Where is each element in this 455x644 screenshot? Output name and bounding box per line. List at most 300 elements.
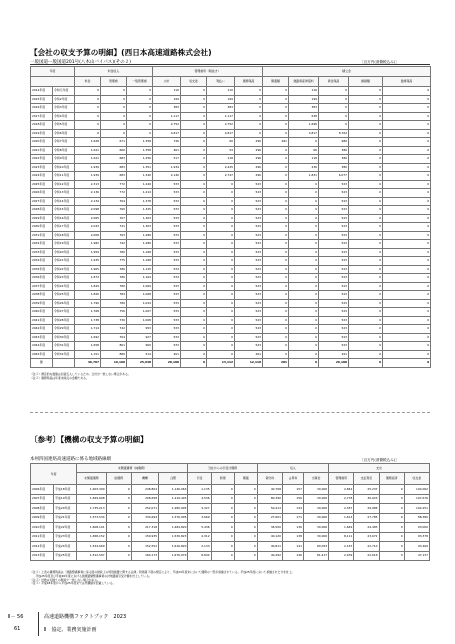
table-row xyxy=(31,523,430,533)
value-cell: 0 xyxy=(289,333,319,342)
t2-header-year: 年度 xyxy=(31,464,77,485)
era-year-cell: 令和23年度 xyxy=(53,274,75,283)
value-cell: 25,237 xyxy=(354,485,379,495)
value-cell: 1,628 xyxy=(75,138,101,147)
table-row xyxy=(31,104,431,113)
value-cell: 252,071 xyxy=(131,504,158,514)
year-cell: 2017年度 xyxy=(31,112,53,121)
value-cell: 0 xyxy=(319,112,349,121)
value-cell: 2,778 xyxy=(329,494,354,504)
era-year-cell: 令和20年度 xyxy=(53,248,75,257)
value-cell: 638 xyxy=(289,112,319,121)
value-cell: 1,959 xyxy=(75,248,101,257)
value-cell: 22,016 xyxy=(354,551,379,561)
page-number: 61 xyxy=(14,626,21,632)
value-cell: 261 xyxy=(153,350,181,359)
value-cell: 533 xyxy=(153,257,181,266)
year-cell: 2028年度 xyxy=(31,206,53,215)
t2-header-g4: 支出 xyxy=(329,464,430,473)
total-value-cell: 46,707 xyxy=(75,359,101,368)
table-row xyxy=(31,248,431,257)
value-cell: 0 xyxy=(349,248,383,257)
value-cell: 0 xyxy=(349,206,383,215)
value-cell: 533 xyxy=(153,325,181,334)
table-row xyxy=(31,265,431,274)
t2-header-g2: 当社からの引受け債務 xyxy=(188,464,257,473)
t2-header-c8: 償還 xyxy=(234,473,257,485)
value-cell: 0 xyxy=(207,282,235,291)
value-cell: 0 xyxy=(75,95,101,104)
value-cell: 0 xyxy=(349,299,383,308)
year-cell: 2006年度 xyxy=(31,485,54,495)
value-cell: 0 xyxy=(383,206,431,215)
value-cell: 1,125 xyxy=(127,265,153,274)
value-cell: 523 xyxy=(235,248,263,257)
value-cell: 764 xyxy=(101,197,127,206)
value-cell: 0 xyxy=(207,257,235,266)
value-cell: 0 xyxy=(383,172,431,181)
value-cell: 0 xyxy=(383,180,431,189)
value-cell: 0 xyxy=(349,95,383,104)
year-cell: 2037年度 xyxy=(31,282,53,291)
value-cell: 0 xyxy=(289,231,319,240)
value-cell: 1,024 xyxy=(127,299,153,308)
value-cell: 523 xyxy=(235,197,263,206)
value-cell: 1,117 xyxy=(207,112,235,121)
value-cell: 523 xyxy=(235,342,263,351)
total-value-cell: 26,180 xyxy=(319,359,349,368)
table-row xyxy=(31,333,431,342)
value-cell: 0 xyxy=(235,129,263,138)
table-row xyxy=(31,197,431,206)
value-cell: 1,982 xyxy=(75,240,101,249)
value-cell: 533 xyxy=(153,308,181,317)
value-cell: 523 xyxy=(319,316,349,325)
value-cell: 0 xyxy=(289,308,319,317)
value-cell: 1,831 xyxy=(289,172,319,181)
value-cell: 1,934 xyxy=(153,163,181,172)
era-year-cell: 平成20年度 xyxy=(54,504,77,514)
value-cell: 1,378 xyxy=(127,197,153,206)
value-cell: 248,804 xyxy=(131,485,158,495)
value-cell: 0 xyxy=(289,240,319,249)
era-year-cell: 平成24年度 xyxy=(54,542,77,552)
t1-header-year: 年度 xyxy=(31,67,75,77)
value-cell: 0 xyxy=(207,342,235,351)
value-cell: 0 xyxy=(383,299,431,308)
value-cell: 110 xyxy=(153,87,181,96)
total-value-cell: 0 xyxy=(383,359,431,368)
era-year-cell: 令和10年度 xyxy=(53,163,75,172)
value-cell: 0 xyxy=(207,299,235,308)
value-cell: 47,137 xyxy=(404,551,429,561)
value-cell: 152,552 xyxy=(131,542,158,552)
year-cell: 2034年度 xyxy=(31,257,53,266)
value-cell: 0 xyxy=(349,121,383,130)
value-cell: 0 xyxy=(181,180,207,189)
year-cell: 2026年度 xyxy=(31,189,53,198)
year-cell: 2045年度 xyxy=(31,350,53,359)
value-cell: 0 xyxy=(349,155,383,164)
value-cell: 0 xyxy=(383,189,431,198)
value-cell: 261 xyxy=(319,350,349,359)
table-row xyxy=(31,274,431,283)
year-cell: 2021年度 xyxy=(31,146,53,155)
value-cell: 0 xyxy=(234,504,257,514)
value-cell: 0 xyxy=(207,325,235,334)
year-cell: 2029年度 xyxy=(31,214,53,223)
value-cell: 0 xyxy=(263,87,289,96)
section1-title: 【会社の収支予算の明細】(西日本高速道路株式会社) xyxy=(30,48,212,57)
total-label: 計 xyxy=(31,359,53,368)
value-cell: 523 xyxy=(319,308,349,317)
value-cell: 0 xyxy=(349,282,383,291)
year-cell: 2013年度 xyxy=(31,551,54,561)
value-cell: 1,008 xyxy=(127,316,153,325)
value-cell: 1,512,507 xyxy=(77,551,106,561)
value-cell: 0 xyxy=(383,282,431,291)
value-cell: 780 xyxy=(101,274,127,283)
year-cell: 2024年度 xyxy=(31,172,53,181)
value-cell: 0 xyxy=(211,494,234,504)
value-cell: 1,358 xyxy=(127,146,153,155)
value-cell: 1,340 xyxy=(127,172,153,181)
era-year-cell: 令和28年度 xyxy=(53,316,75,325)
year-cell: 2022年度 xyxy=(31,155,53,164)
value-cell: 0 xyxy=(349,350,383,359)
table-row xyxy=(31,189,431,198)
value-cell: 4,817 xyxy=(289,129,319,138)
value-cell: 0 xyxy=(211,485,234,495)
value-cell: 0 xyxy=(349,265,383,274)
section1-unit: ［百万円(消費税込み)］ xyxy=(360,60,399,64)
table-row xyxy=(31,342,431,351)
value-cell: 0 xyxy=(349,87,383,96)
value-cell: 4,327 xyxy=(188,504,211,514)
value-cell: 0 xyxy=(181,325,207,334)
value-cell: 2,357 xyxy=(329,504,354,514)
era-year-cell: 令和2年度 xyxy=(53,95,75,104)
value-cell: 0 xyxy=(379,504,404,514)
era-year-cell: 令和30年度 xyxy=(53,333,75,342)
value-cell: 523 xyxy=(235,325,263,334)
value-cell: 1,351 xyxy=(127,163,153,172)
value-cell: 0 xyxy=(349,308,383,317)
era-year-cell: 令和11年度 xyxy=(53,172,75,181)
table-row xyxy=(31,299,431,308)
value-cell: 2,140 xyxy=(153,172,181,181)
value-cell: 523 xyxy=(235,316,263,325)
value-cell: 1,117 xyxy=(153,112,181,121)
year-cell: 2032年度 xyxy=(31,240,53,249)
value-cell: 93,469 xyxy=(404,542,429,552)
value-cell: 0 xyxy=(289,316,319,325)
value-cell: 1,735,213 xyxy=(77,504,106,514)
value-cell: 0 xyxy=(263,325,289,334)
value-cell: 0 xyxy=(349,342,383,351)
value-cell: 533 xyxy=(153,299,181,308)
value-cell: 0 xyxy=(263,299,289,308)
value-cell: 3,669 xyxy=(188,513,211,523)
value-cell: 146 xyxy=(282,551,303,561)
value-cell: 2,098 xyxy=(75,206,101,215)
value-cell: 0 xyxy=(181,146,207,155)
book-title: 高速道路機構ファクトブック 2023 xyxy=(44,614,127,620)
value-cell: 0 xyxy=(289,350,319,359)
era-year-cell: 令和9年度 xyxy=(53,155,75,164)
value-cell: 0 xyxy=(379,532,404,542)
value-cell: 0 xyxy=(207,214,235,223)
year-cell: 2038年度 xyxy=(31,291,53,300)
value-cell: 523 xyxy=(235,240,263,249)
section2-table-body xyxy=(31,485,430,561)
value-cell: 50,413 xyxy=(257,504,282,514)
value-cell: 118 xyxy=(207,155,235,164)
value-cell: 2,134 xyxy=(75,197,101,206)
value-cell: 1,440 xyxy=(127,180,153,189)
value-cell: 1,286 xyxy=(127,231,153,240)
t1-header-repay: 償還額 xyxy=(263,77,289,87)
table-row xyxy=(31,240,431,249)
value-cell: 0 xyxy=(101,104,127,113)
value-cell: 383 xyxy=(289,104,319,113)
value-cell: 533 xyxy=(153,342,181,351)
value-cell: 683 xyxy=(101,172,127,181)
value-cell: 0 xyxy=(181,129,207,138)
value-cell: 0 xyxy=(181,342,207,351)
section1-table xyxy=(30,66,431,368)
value-cell: 0 xyxy=(383,240,431,249)
value-cell: 0 xyxy=(263,265,289,274)
value-cell: 1,768 xyxy=(75,308,101,317)
value-cell: 0 xyxy=(181,214,207,223)
value-cell: 1,905 xyxy=(75,265,101,274)
t2-header-g3: 収入 xyxy=(257,464,328,473)
value-cell: 0 xyxy=(101,87,127,96)
value-cell: 533 xyxy=(153,189,181,198)
value-cell: 0 xyxy=(289,248,319,257)
value-cell: 2,136 xyxy=(75,189,101,198)
value-cell: 334,694 xyxy=(131,513,158,523)
value-cell: 8,842 xyxy=(188,551,211,561)
section2-table xyxy=(30,463,430,561)
year-cell: 2007年度 xyxy=(31,494,54,504)
value-cell: 0 xyxy=(106,485,131,495)
value-cell: 30,000 xyxy=(303,494,328,504)
value-cell: 192,062 xyxy=(404,485,429,495)
year-cell: 2041年度 xyxy=(31,316,53,325)
t2-header-c3: 総債務 xyxy=(106,473,131,485)
t2-header-c6: 引受 xyxy=(188,473,211,485)
table-row xyxy=(31,223,431,232)
value-cell: 30,000 xyxy=(303,532,328,542)
value-cell: 0 xyxy=(127,87,153,96)
value-cell: 0 xyxy=(263,206,289,215)
value-cell: 2,065 xyxy=(75,214,101,223)
total-value-cell: 0 xyxy=(289,359,319,368)
value-cell: 0 xyxy=(349,333,383,342)
value-cell: 0 xyxy=(127,121,153,130)
value-cell: 0 xyxy=(207,240,235,249)
value-cell: 0 xyxy=(349,189,383,198)
value-cell: 523 xyxy=(319,333,349,342)
value-cell: 0 xyxy=(75,87,101,96)
value-cell: 0 xyxy=(181,308,207,317)
value-cell: 296 xyxy=(235,172,263,181)
value-cell: 0 xyxy=(263,316,289,325)
value-cell: 0 xyxy=(289,257,319,266)
value-cell: 0 xyxy=(75,129,101,138)
table-row xyxy=(31,282,431,291)
value-cell: 0 xyxy=(234,532,257,542)
t1-header-lease: 道路資産賃借料 xyxy=(289,77,319,87)
value-cell: 0 xyxy=(289,325,319,334)
total-value-cell: 0 xyxy=(181,359,207,368)
value-cell: 1,849 xyxy=(75,282,101,291)
value-cell: 0 xyxy=(207,231,235,240)
value-cell: 0 xyxy=(263,333,289,342)
t1-header-subtotal: 小計 xyxy=(153,77,181,87)
value-cell: 1,790 xyxy=(75,299,101,308)
value-cell: 0 xyxy=(181,95,207,104)
value-cell: 0 xyxy=(263,342,289,351)
value-cell: 0 xyxy=(235,112,263,121)
value-cell: 0 xyxy=(106,523,131,533)
value-cell: 0 xyxy=(289,282,319,291)
section2-route-label: 本州四国連絡高速道路に係る地域路線網 xyxy=(30,457,111,462)
t2-header-c2: 未償還債務 xyxy=(77,473,106,485)
year-cell: 2039年度 xyxy=(31,299,53,308)
value-cell: 0 xyxy=(207,274,235,283)
value-cell: 671 xyxy=(101,138,127,147)
value-cell: 2,747 xyxy=(207,172,235,181)
value-cell: 2,752 xyxy=(153,121,181,130)
value-cell: 1,621 xyxy=(75,146,101,155)
value-cell: 40,768 xyxy=(257,485,282,495)
value-cell: 1,146,063 xyxy=(159,485,188,495)
value-cell: 0 xyxy=(234,513,257,523)
value-cell: 0 xyxy=(207,248,235,257)
value-cell: 523 xyxy=(235,231,263,240)
value-cell: 0 xyxy=(101,121,127,130)
value-cell: 1,573,534 xyxy=(77,513,106,523)
value-cell: 0 xyxy=(383,248,431,257)
value-cell: 0 xyxy=(383,146,431,155)
value-cell: 0 xyxy=(207,180,235,189)
value-cell: 2,008 xyxy=(75,231,101,240)
value-cell: 523 xyxy=(319,223,349,232)
table-row xyxy=(31,257,431,266)
value-cell: 523 xyxy=(235,291,263,300)
value-cell: 0 xyxy=(181,197,207,206)
t2-header-c5: 注釈 xyxy=(159,473,188,485)
value-cell: 0 xyxy=(349,274,383,283)
value-cell: 784 xyxy=(101,291,127,300)
value-cell: 2,133 xyxy=(188,542,211,552)
value-cell: 0 xyxy=(289,214,319,223)
section1-rule xyxy=(30,64,430,65)
era-year-cell: 令和14年度 xyxy=(53,197,75,206)
era-year-cell: 令和3年度 xyxy=(53,104,75,113)
era-year-cell: 令和31年度 xyxy=(53,342,75,351)
table-row xyxy=(31,325,431,334)
value-cell: 296 xyxy=(235,155,263,164)
value-cell: 660 xyxy=(101,146,127,155)
year-cell: 2011年度 xyxy=(31,532,54,542)
era-year-cell: 令和26年度 xyxy=(53,299,75,308)
table-row xyxy=(31,551,430,561)
value-cell: 0 xyxy=(263,350,289,359)
value-cell: 0 xyxy=(383,333,431,342)
section2-note-4: （注３）平成18年度から平成25年度までは実績値を記載している。 xyxy=(30,581,116,586)
value-cell: 0 xyxy=(379,485,404,495)
value-cell: 0 xyxy=(383,138,431,147)
t1-header-debt: 債務残高 xyxy=(235,77,263,87)
value-cell: 4,817 xyxy=(153,129,181,138)
era-year-cell: 令和32年度 xyxy=(53,350,75,359)
value-cell: 296 xyxy=(235,138,263,147)
value-cell: 523 xyxy=(319,342,349,351)
value-cell: 0 xyxy=(207,265,235,274)
era-year-cell: 令和21年度 xyxy=(53,257,75,266)
table-row xyxy=(31,485,430,495)
value-cell: 0 xyxy=(181,104,207,113)
value-cell: 80,390 xyxy=(257,494,282,504)
value-cell: 1,168 xyxy=(127,257,153,266)
value-cell: 0 xyxy=(383,291,431,300)
value-cell: 533 xyxy=(153,248,181,257)
value-cell: 0 xyxy=(181,155,207,164)
value-cell: 0 xyxy=(263,248,289,257)
value-cell: 0 xyxy=(181,231,207,240)
value-cell: 1,219,493 xyxy=(159,494,188,504)
year-cell: 2036年度 xyxy=(31,274,53,283)
value-cell: 1,135 xyxy=(188,485,211,495)
t2-header-c10: 貸付料 xyxy=(257,473,282,485)
value-cell: 40,811 xyxy=(257,542,282,552)
year-cell: 2023年度 xyxy=(31,163,53,172)
value-cell: 81,417 xyxy=(303,551,328,561)
total-value-cell: 19,160 xyxy=(101,359,127,368)
value-cell: 683 xyxy=(101,163,127,172)
era-year-cell: 令和17年度 xyxy=(53,223,75,232)
value-cell: 0 xyxy=(263,197,289,206)
total-value-cell xyxy=(53,359,75,368)
t1-header-profit: 収支差 xyxy=(181,77,207,87)
value-cell: 1,829,698 xyxy=(77,494,106,504)
value-cell: 517 xyxy=(153,155,181,164)
value-cell: 461 xyxy=(153,146,181,155)
value-cell: 523 xyxy=(319,248,349,257)
value-cell: 0 xyxy=(181,274,207,283)
value-cell: 88,380 xyxy=(404,513,429,523)
t1-header-sga: 一般管理費 xyxy=(127,77,153,87)
value-cell: 0 xyxy=(383,155,431,164)
value-cell: 523 xyxy=(235,333,263,342)
value-cell: 767 xyxy=(101,214,127,223)
value-cell: 8,764 xyxy=(319,129,349,138)
value-cell: 0 xyxy=(383,129,431,138)
value-cell: 4,817 xyxy=(207,129,235,138)
value-cell: 0 xyxy=(263,291,289,300)
value-cell: 0 xyxy=(263,257,289,266)
table-row xyxy=(31,138,431,147)
value-cell: 118 xyxy=(289,155,319,164)
value-cell: 0 xyxy=(127,95,153,104)
value-cell: 0 xyxy=(263,231,289,240)
value-cell: 0 xyxy=(235,121,263,130)
value-cell: 514 xyxy=(127,350,153,359)
